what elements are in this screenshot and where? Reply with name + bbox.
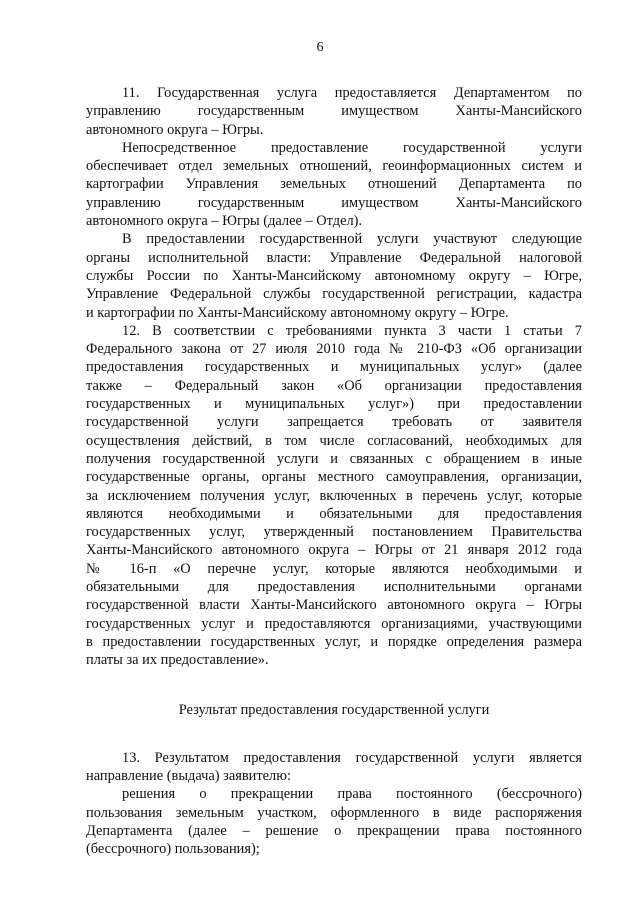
- text-line: пользования земельным участком, оформленного в виде распоряжения: [86, 804, 582, 821]
- text-line: Управление Федеральной службы государственной регистрации, кадастра: [86, 286, 582, 303]
- text-line: управлению государственным имуществом Ханты-Мансийского: [86, 194, 582, 211]
- text-line: (бессрочного) пользования);: [86, 841, 260, 858]
- text-line: в предоставлении государственных услуг, и порядке определения размера: [86, 633, 582, 650]
- text-line: службы России по Ханты-Мансийскому автономному округу – Югре,: [86, 267, 582, 284]
- section-spacer: [86, 670, 582, 701]
- text-line: платы за их предоставление».: [86, 652, 269, 669]
- text-line: 13. Результатом предоставления государственной услуги является: [122, 749, 582, 766]
- paragraph-11: [86, 84, 582, 139]
- text-line: № 16-п «О перечне услуг, которые являются необходимыми и: [86, 560, 582, 577]
- section-heading: Результат предоставления государственной услуги: [178, 701, 490, 718]
- paragraph-11-participants: [86, 230, 582, 321]
- text-line: предоставления государственных и муниципальных услуг» (далее: [86, 359, 582, 376]
- text-line: В предоставлении государственной услуги участвуют следующие: [122, 231, 582, 248]
- text-line: обязательными для предоставления исполнительными органами: [86, 579, 582, 596]
- text-line: направление (выдача) заявителю:: [86, 768, 291, 785]
- text-line: автономного округа – Югры.: [86, 121, 264, 138]
- text-line: государственных услуг, утвержденный постановлением Правительства: [86, 524, 582, 541]
- text-line: Непосредственное предоставление государственной услуги: [122, 139, 582, 156]
- text-line: управлению государственным имуществом Ханты-Мансийского: [86, 103, 582, 120]
- text-line: за исключением получения услуг, включенных в перечень услуг, которые: [86, 487, 582, 504]
- document-body: [86, 84, 582, 859]
- text-line: Федерального закона от 27 июля 2010 года № 210-ФЗ «Об организации: [86, 341, 582, 358]
- text-line: являются необходимыми и обязательными для предоставления: [86, 505, 582, 522]
- text-line: государственных услуг и предоставляются организациями, участвующими: [86, 615, 582, 632]
- text-line: решения о прекращении права постоянного (бессрочного): [122, 786, 582, 803]
- text-line: 11. Государственная услуга предоставляется Департаментом по: [122, 85, 582, 101]
- paragraph-13: [86, 749, 582, 786]
- text-line: государственные органы, органы местного самоуправления, организации,: [86, 469, 582, 486]
- text-line: картографии Управления земельных отношений Департамента по: [86, 176, 582, 193]
- text-line: Ханты-Мансийского автономного округа – Югры от 21 января 2012 года: [86, 542, 582, 559]
- text-line: также – Федеральный закон «Об организации предоставления: [86, 377, 582, 394]
- text-line: государственных и муниципальных услуг») при предоставлении: [86, 396, 582, 413]
- paragraph-13-decision: [86, 785, 582, 858]
- text-line: осуществления действий, в том числе согласований, необходимых для: [86, 432, 582, 449]
- text-line: и картографии по Ханты-Мансийскому автономному округу – Югре.: [86, 304, 509, 321]
- text-line: получения государственной услуги и связанных с обращением в иные: [86, 450, 582, 467]
- page-number: 6: [316, 40, 324, 55]
- text-line: государственной власти Ханты-Мансийского автономного округа – Югры: [86, 597, 582, 614]
- text-line: 12. В соответствии с требованиями пункта 3 части 1 статьи 7: [122, 322, 582, 339]
- paragraph-12: [86, 322, 582, 670]
- text-line: обеспечивает отдел земельных отношений, геоинформационных систем и: [86, 158, 582, 175]
- paragraph-11-responsible-unit: [86, 139, 582, 230]
- text-line: государственной услуги запрещается требовать от заявителя: [86, 414, 582, 431]
- section-spacer: [86, 719, 582, 749]
- text-line: Департамента (далее – решение о прекращении права постоянного: [86, 822, 582, 839]
- text-line: автономного округа – Югры (далее – Отдел).: [86, 213, 363, 230]
- text-line: органы исполнительной власти: Управление Федеральной налоговой: [86, 249, 582, 266]
